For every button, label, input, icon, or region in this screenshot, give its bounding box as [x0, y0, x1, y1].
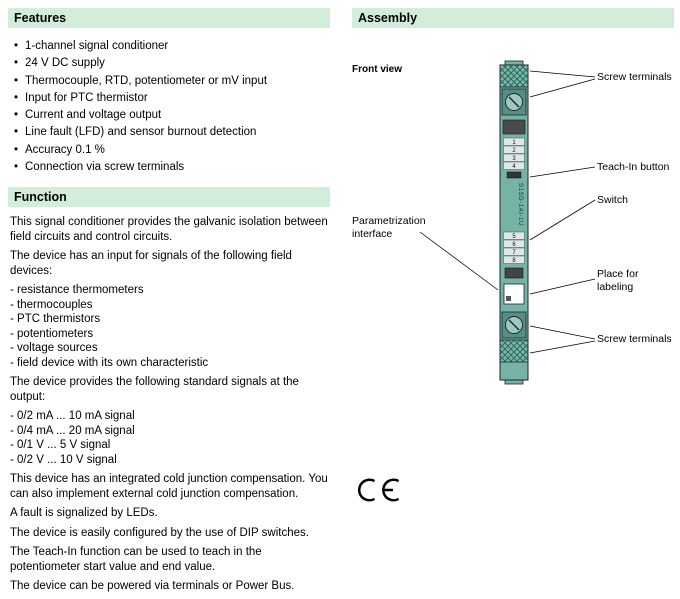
terminal-number: 6	[512, 242, 516, 248]
left-column	[8, 8, 330, 599]
leader-screw-top-2	[530, 79, 595, 97]
function-paragraph: The device has an input for signals of the following field devices:	[10, 250, 292, 277]
terminal-number: 1	[512, 140, 516, 146]
label-parametrization: Parametrization interface	[352, 215, 426, 240]
label-place-for-labeling: Place for labeling	[597, 268, 639, 293]
right-column	[352, 8, 674, 520]
function-list-line: - field device with its own characteristic	[10, 356, 209, 369]
leader-switch	[530, 200, 595, 240]
function-list-line: - 0/2 mA ... 10 mA signal	[10, 410, 135, 423]
label-screw-terminals-bottom: Screw terminals	[597, 333, 672, 345]
function-list-line: - voltage sources	[10, 342, 98, 355]
function-paragraph: This device has an integrated cold junction compensation. You can also implement external cold junction compensation.	[10, 473, 328, 500]
label-teach-in-button: Teach-In button	[597, 161, 670, 173]
leader-teach-in	[530, 167, 595, 177]
terminal-number: 5	[512, 234, 516, 240]
terminal-numbers-bottom	[504, 232, 525, 264]
front-view-label: Front view	[352, 64, 403, 75]
labeling-mark	[506, 296, 511, 301]
leader-screw-bottom-2	[530, 341, 595, 353]
leader-screw-bottom-1	[530, 326, 595, 339]
label-screw-terminals-top: Screw terminals	[597, 71, 672, 83]
assembly-header	[352, 8, 674, 28]
function-list-line: - PTC thermistors	[10, 313, 101, 326]
feature-item: • 1-channel signal conditioner	[14, 38, 330, 55]
screw-terminal-block-top	[500, 65, 528, 87]
function-paragraph: The device is easily configured by the use of DIP switches.	[10, 526, 309, 539]
function-header	[8, 187, 330, 207]
function-list-line: - 0/4 mA ... 20 mA signal	[10, 424, 135, 437]
function-paragraph: A fault is signalized by LEDs.	[10, 507, 158, 520]
leader-screw-top-1	[530, 71, 595, 77]
device-model-label: S1SD-1AI-1U	[517, 183, 523, 226]
leader-labeling	[530, 279, 595, 294]
function-paragraph: The device can be powered via terminals or Power Bus.	[10, 580, 295, 593]
ce-mark	[354, 476, 404, 509]
features-list	[8, 38, 330, 176]
function-list-line: - 0/1 V ... 5 V signal	[10, 439, 111, 452]
feature-item: • Connection via screw terminals	[14, 159, 330, 176]
label-switch: Switch	[597, 194, 628, 206]
terminal-number: 4	[512, 164, 516, 170]
terminal-number: 7	[512, 250, 516, 256]
function-paragraph: The Teach-In function can be used to teach in the potentiometer start value and end value.	[10, 546, 262, 573]
feature-item: • Current and voltage output	[14, 107, 330, 124]
function-paragraph: This signal conditioner provides the galvanic isolation between field circuits and control circuits.	[10, 216, 328, 243]
feature-item: • Line fault (LFD) and sensor burnout detection	[14, 124, 330, 141]
teach-in-button	[507, 172, 521, 178]
function-list-line: - potentiometers	[10, 327, 94, 340]
terminal-number: 3	[512, 156, 516, 162]
terminal-numbers-top	[504, 138, 525, 170]
features-header	[8, 8, 330, 28]
assembly-title: Assembly	[358, 11, 418, 25]
feature-item: • Thermocouple, RTD, potentiometer or mV input	[14, 73, 330, 90]
screw-terminal-block-bottom	[500, 340, 528, 362]
leader-parametrization	[420, 232, 498, 290]
ce-letter-c	[359, 480, 374, 501]
features-title: Features	[14, 11, 67, 25]
function-text	[8, 215, 330, 594]
function-list-line: - 0/2 V ... 10 V signal	[10, 453, 117, 466]
function-list-line: - thermocouples	[10, 298, 93, 311]
feature-item: • Accuracy 0.1 %	[14, 142, 330, 159]
terminal-number: 2	[512, 148, 516, 154]
ce-mark-drawing	[354, 476, 404, 504]
led-display-block	[503, 120, 525, 134]
feature-item: • Input for PTC thermistor	[14, 90, 330, 107]
function-title: Function	[14, 190, 67, 205]
assembly-diagram	[352, 40, 674, 520]
terminal-number: 8	[512, 258, 516, 264]
feature-item: • 24 V DC supply	[14, 55, 330, 72]
function-list-line: - resistance thermometers	[10, 284, 144, 297]
function-paragraph: The device provides the following standard signals at the output:	[10, 376, 299, 403]
dip-switch	[505, 268, 523, 278]
